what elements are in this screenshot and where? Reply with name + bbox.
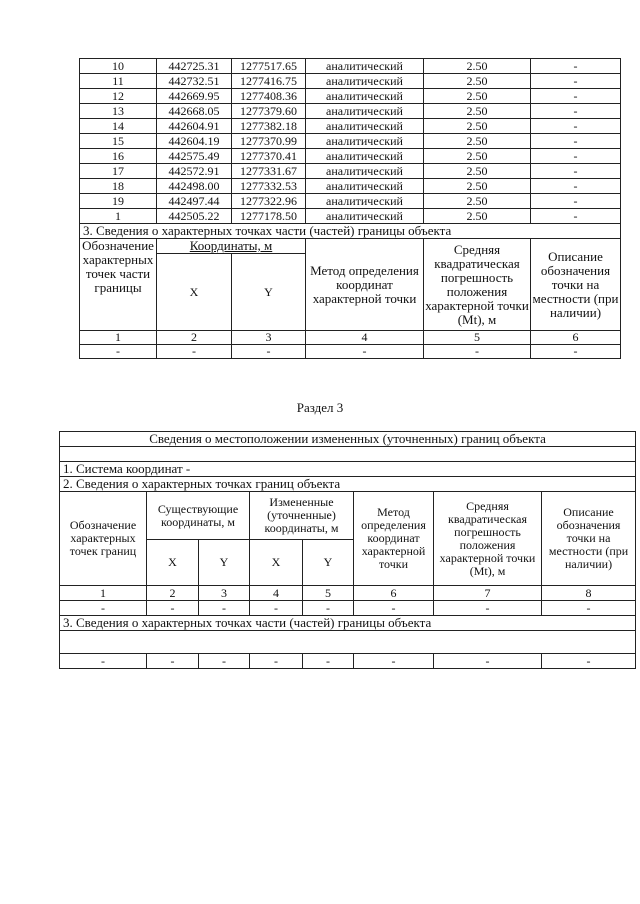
- table-row: [80, 179, 621, 194]
- header-row-a: [80, 239, 621, 254]
- cell-mt: 2.50: [424, 59, 531, 74]
- cell-n: 12: [80, 89, 157, 104]
- points-title: 2. Сведения о характерных точках границ объекта: [60, 477, 636, 492]
- t2-column-numbers-row: [60, 586, 636, 601]
- t2-header-designation: Обозначение характерных точек границ: [60, 492, 147, 586]
- points-title-row: [60, 477, 636, 492]
- t2-header-y2: Y: [303, 540, 354, 586]
- cell-method: аналитический: [306, 179, 424, 194]
- cell-x: 442497.44: [157, 194, 232, 209]
- t2-section-3-title: 3. Сведения о характерных точках части (частей) границы объекта: [60, 616, 636, 631]
- cell-desc: -: [531, 149, 621, 164]
- cell: -: [354, 654, 434, 669]
- cell-y: 1277178.50: [232, 209, 306, 224]
- table-row: [80, 89, 621, 104]
- cell: -: [60, 601, 147, 616]
- cell-y: 1277382.18: [232, 119, 306, 134]
- cell-y: 1277416.75: [232, 74, 306, 89]
- cell-y: 1277332.53: [232, 179, 306, 194]
- cell-x: 442725.31: [157, 59, 232, 74]
- cell-x: 442498.00: [157, 179, 232, 194]
- t2-header-existing: Существующие координаты, м: [147, 492, 250, 540]
- header-method: Метод определения координат характерной точки: [306, 239, 424, 331]
- cell-method: аналитический: [306, 89, 424, 104]
- cell-x: 442575.49: [157, 149, 232, 164]
- cell-desc: -: [531, 194, 621, 209]
- cell: -: [434, 654, 542, 669]
- cell-method: аналитический: [306, 119, 424, 134]
- cell: 3: [232, 331, 306, 345]
- cell-x: 442604.91: [157, 119, 232, 134]
- t2-header-mt: Средняя квадратическая погрешность положения характерной точки (Mt), м: [434, 492, 542, 586]
- title-row: [60, 432, 636, 447]
- cell-desc: -: [531, 209, 621, 224]
- cell-n: 10: [80, 59, 157, 74]
- cell-method: аналитический: [306, 59, 424, 74]
- header-designation: Обозначение характерных точек части границы: [80, 239, 157, 331]
- t2-header-y1: Y: [199, 540, 250, 586]
- t2-header-x1: X: [147, 540, 199, 586]
- cell-n: 13: [80, 104, 157, 119]
- t2-header-desc: Описание обозначения точки на местности (при наличии): [542, 492, 636, 586]
- cell-mt: 2.50: [424, 119, 531, 134]
- table-row: [80, 119, 621, 134]
- cell-n: 18: [80, 179, 157, 194]
- table-row: [80, 59, 621, 74]
- cell: -: [250, 654, 303, 669]
- cell: -: [542, 601, 636, 616]
- cell-mt: 2.50: [424, 74, 531, 89]
- cell-mt: 2.50: [424, 209, 531, 224]
- blank-row: [60, 447, 636, 462]
- cell-method: аналитический: [306, 164, 424, 179]
- header-mt: Средняя квадратическая погрешность положения характерной точки (Mt), м: [424, 239, 531, 331]
- cell: -: [424, 345, 531, 359]
- cell-mt: 2.50: [424, 179, 531, 194]
- cell-y: 1277322.96: [232, 194, 306, 209]
- cell-n: 19: [80, 194, 157, 209]
- cell: -: [147, 654, 199, 669]
- table-row: [80, 194, 621, 209]
- t2-section-3-row: [60, 616, 636, 631]
- cell-desc: -: [531, 59, 621, 74]
- table-row: [80, 104, 621, 119]
- coord-system-row: [60, 462, 636, 477]
- cell: 2: [147, 586, 199, 601]
- cell-y: 1277331.67: [232, 164, 306, 179]
- cell-y: 1277379.60: [232, 104, 306, 119]
- cell-n: 15: [80, 134, 157, 149]
- cell-y: 1277408.36: [232, 89, 306, 104]
- cell-method: аналитический: [306, 104, 424, 119]
- header-x: X: [157, 254, 232, 331]
- cell-method: аналитический: [306, 74, 424, 89]
- cell-n: 14: [80, 119, 157, 134]
- cell-y: 1277517.65: [232, 59, 306, 74]
- cell-method: аналитический: [306, 149, 424, 164]
- cell-method: аналитический: [306, 134, 424, 149]
- cell: 1: [60, 586, 147, 601]
- t2-header-x2: X: [250, 540, 303, 586]
- table-row: [80, 134, 621, 149]
- cell: -: [542, 654, 636, 669]
- cell-n: 11: [80, 74, 157, 89]
- cell: -: [303, 601, 354, 616]
- cell-method: аналитический: [306, 209, 424, 224]
- section-3-title: 3. Сведения о характерных точках части (частей) границы объекта: [80, 224, 621, 239]
- t2-dash-row: [60, 601, 636, 616]
- cell-desc: -: [531, 164, 621, 179]
- blank-row-2: [60, 631, 636, 654]
- cell-x: 442505.22: [157, 209, 232, 224]
- table-row: [80, 209, 621, 224]
- cell-method: аналитический: [306, 194, 424, 209]
- cell: 4: [250, 586, 303, 601]
- cell: -: [232, 345, 306, 359]
- cell: 6: [531, 331, 621, 345]
- t2-header-changed: Измененные (уточненные) координаты, м: [250, 492, 354, 540]
- cell: 5: [303, 586, 354, 601]
- cell: -: [60, 654, 147, 669]
- cell-mt: 2.50: [424, 134, 531, 149]
- table-row: [80, 149, 621, 164]
- t2-header-method: Метод определения координат характерной точки: [354, 492, 434, 586]
- cell: -: [303, 654, 354, 669]
- cell-desc: -: [531, 89, 621, 104]
- section-heading: Раздел 3: [296, 400, 344, 415]
- coordinates-table-part: [79, 58, 621, 359]
- cell: 6: [354, 586, 434, 601]
- cell: -: [157, 345, 232, 359]
- header-y: Y: [232, 254, 306, 331]
- cell: -: [199, 654, 250, 669]
- cell-y: 1277370.41: [232, 149, 306, 164]
- cell-desc: -: [531, 74, 621, 89]
- cell-x: 442732.51: [157, 74, 232, 89]
- cell: 5: [424, 331, 531, 345]
- cell-mt: 2.50: [424, 194, 531, 209]
- cell-n: 17: [80, 164, 157, 179]
- cell: -: [80, 345, 157, 359]
- cell: 3: [199, 586, 250, 601]
- cell: -: [250, 601, 303, 616]
- table-row: [80, 164, 621, 179]
- t2-dash-row-2: [60, 654, 636, 669]
- column-numbers-row: [80, 331, 621, 345]
- cell-desc: -: [531, 104, 621, 119]
- cell: -: [147, 601, 199, 616]
- cell-n: 1: [80, 209, 157, 224]
- table2-title: Сведения о местоположении измененных (уточненных) границ объекта: [60, 432, 636, 447]
- header-row-1: [60, 492, 636, 540]
- cell: -: [354, 601, 434, 616]
- cell-x: 442604.19: [157, 134, 232, 149]
- cell: -: [531, 345, 621, 359]
- cell-mt: 2.50: [424, 149, 531, 164]
- cell-x: 442669.95: [157, 89, 232, 104]
- cell-x: 442572.91: [157, 164, 232, 179]
- cell: 2: [157, 331, 232, 345]
- cell: -: [306, 345, 424, 359]
- table-row: [80, 74, 621, 89]
- header-coords: Координаты, м: [157, 239, 306, 254]
- cell: 1: [80, 331, 157, 345]
- changed-boundaries-table: [59, 431, 636, 669]
- cell: -: [199, 601, 250, 616]
- cell-x: 442668.05: [157, 104, 232, 119]
- cell: 7: [434, 586, 542, 601]
- cell-mt: 2.50: [424, 164, 531, 179]
- dash-row: [80, 345, 621, 359]
- cell-n: 16: [80, 149, 157, 164]
- cell: 4: [306, 331, 424, 345]
- cell-desc: -: [531, 179, 621, 194]
- cell: -: [434, 601, 542, 616]
- header-desc: Описание обозначения точки на местности (при наличии): [531, 239, 621, 331]
- cell-desc: -: [531, 119, 621, 134]
- cell: 8: [542, 586, 636, 601]
- section-3-row: [80, 224, 621, 239]
- cell-desc: -: [531, 134, 621, 149]
- cell-mt: 2.50: [424, 89, 531, 104]
- cell-y: 1277370.99: [232, 134, 306, 149]
- cell-mt: 2.50: [424, 104, 531, 119]
- coord-system: 1. Система координат -: [60, 462, 636, 477]
